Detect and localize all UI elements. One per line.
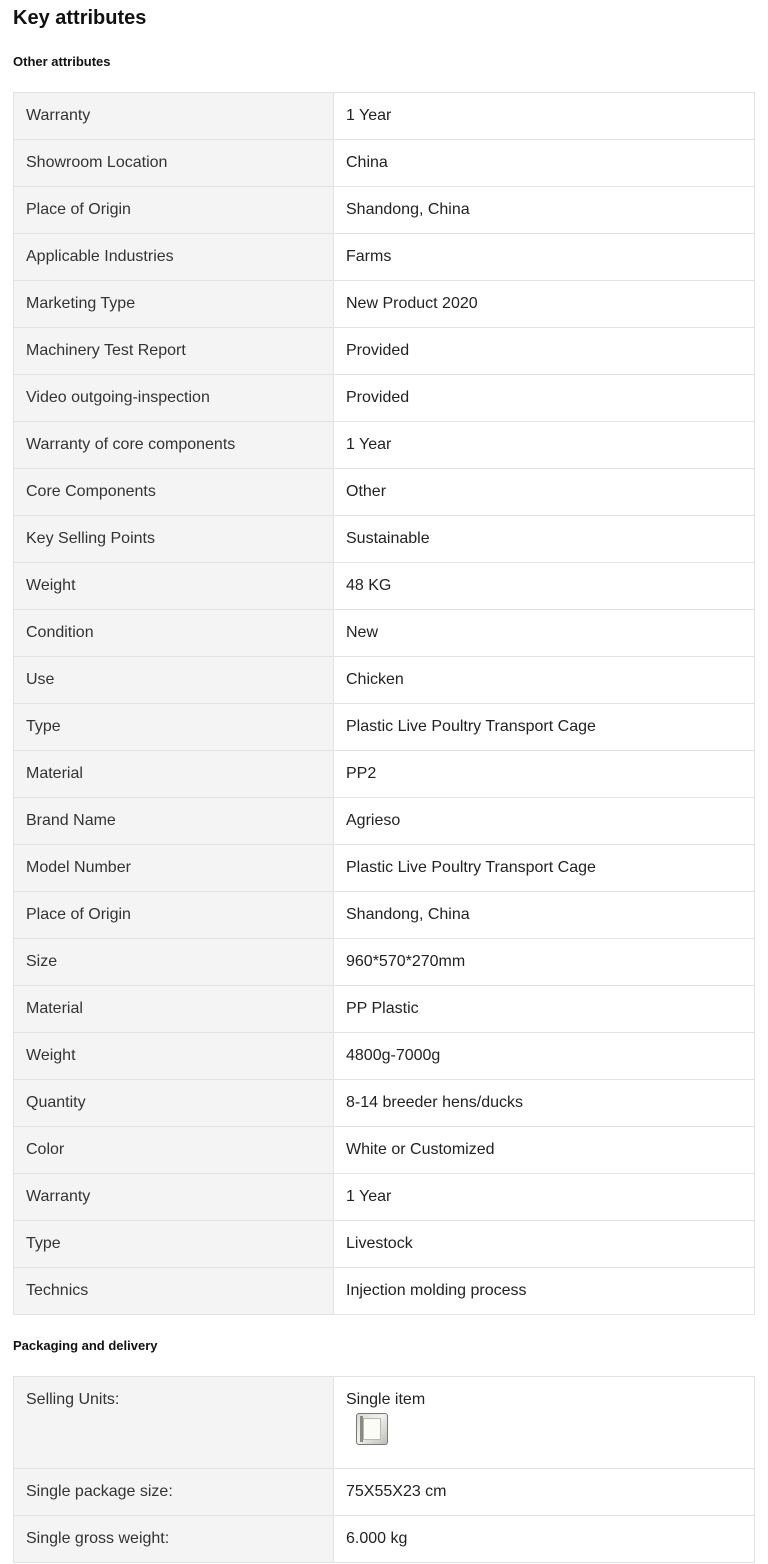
attribute-value: Provided (334, 328, 755, 375)
table-row (14, 281, 755, 328)
table-row (14, 1033, 755, 1080)
packaging-table (13, 1376, 755, 1563)
section-title-other-attributes: Other attributes (13, 54, 111, 69)
attribute-value: 960*570*270mm (334, 939, 755, 986)
attribute-key: Applicable Industries (14, 234, 334, 281)
attribute-key: Selling Units: (14, 1377, 334, 1469)
attribute-value: China (334, 140, 755, 187)
attribute-value: New (334, 610, 755, 657)
attribute-key: Weight (14, 1033, 334, 1080)
table-row (14, 798, 755, 845)
attribute-key: Weight (14, 563, 334, 610)
attribute-value: Plastic Live Poultry Transport Cage (334, 704, 755, 751)
attribute-key: Brand Name (14, 798, 334, 845)
attribute-value: Farms (334, 234, 755, 281)
attribute-key: Single package size: (14, 1469, 334, 1516)
table-row (14, 939, 755, 986)
attribute-value: 8-14 breeder hens/ducks (334, 1080, 755, 1127)
page-title: Key attributes (13, 7, 147, 29)
table-row (14, 563, 755, 610)
attribute-key: Type (14, 704, 334, 751)
attribute-value: Shandong, China (334, 892, 755, 939)
attribute-value: White or Customized (334, 1127, 755, 1174)
table-row (14, 422, 755, 469)
table-row (14, 140, 755, 187)
attribute-value: Plastic Live Poultry Transport Cage (334, 845, 755, 892)
table-row (14, 328, 755, 375)
table-row (14, 1268, 755, 1315)
product-thumbnail-icon[interactable] (356, 1413, 388, 1445)
attribute-value: Agrieso (334, 798, 755, 845)
attribute-value: 6.000 kg (334, 1516, 755, 1563)
attribute-value: PP Plastic (334, 986, 755, 1033)
attribute-value: 75X55X23 cm (334, 1469, 755, 1516)
table-row (14, 986, 755, 1033)
attribute-value: Shandong, China (334, 187, 755, 234)
attribute-value: 1 Year (334, 1174, 755, 1221)
table-row (14, 1516, 755, 1563)
attribute-key: Warranty (14, 93, 334, 140)
table-row (14, 1080, 755, 1127)
table-row (14, 93, 755, 140)
attribute-value: Provided (334, 375, 755, 422)
packaging-body (14, 1377, 755, 1563)
attribute-key: Place of Origin (14, 892, 334, 939)
attribute-key: Showroom Location (14, 140, 334, 187)
attribute-key: Place of Origin (14, 187, 334, 234)
attribute-key: Single gross weight: (14, 1516, 334, 1563)
attribute-value-cell (334, 1377, 755, 1469)
table-row (14, 1127, 755, 1174)
attribute-key: Model Number (14, 845, 334, 892)
table-row (14, 1469, 755, 1516)
table-row (14, 234, 755, 281)
attribute-value: Chicken (334, 657, 755, 704)
attribute-key: Condition (14, 610, 334, 657)
attribute-value: Livestock (334, 1221, 755, 1268)
attribute-key: Color (14, 1127, 334, 1174)
table-row (14, 375, 755, 422)
table-row (14, 1377, 755, 1469)
table-row (14, 845, 755, 892)
attribute-key: Key Selling Points (14, 516, 334, 563)
attribute-value: Single item (346, 1391, 426, 1408)
table-row (14, 1174, 755, 1221)
table-row (14, 469, 755, 516)
attribute-key: Use (14, 657, 334, 704)
attribute-key: Type (14, 1221, 334, 1268)
attribute-key: Material (14, 986, 334, 1033)
attribute-key: Marketing Type (14, 281, 334, 328)
other-attributes-table (13, 92, 755, 1315)
attribute-key: Machinery Test Report (14, 328, 334, 375)
attribute-key: Warranty of core components (14, 422, 334, 469)
attribute-key: Warranty (14, 1174, 334, 1221)
table-row (14, 751, 755, 798)
table-row (14, 892, 755, 939)
table-row (14, 187, 755, 234)
attribute-value: 1 Year (334, 422, 755, 469)
attribute-value: 48 KG (334, 563, 755, 610)
section-title-packaging: Packaging and delivery (13, 1338, 158, 1353)
table-row (14, 704, 755, 751)
table-row (14, 1221, 755, 1268)
attribute-value: Other (334, 469, 755, 516)
other-attributes-body (14, 93, 755, 1315)
attribute-value: PP2 (334, 751, 755, 798)
attribute-key: Core Components (14, 469, 334, 516)
attribute-value: 4800g-7000g (334, 1033, 755, 1080)
attribute-key: Material (14, 751, 334, 798)
attribute-value: 1 Year (334, 93, 755, 140)
attribute-key: Technics (14, 1268, 334, 1315)
attribute-value: Injection molding process (334, 1268, 755, 1315)
table-row (14, 657, 755, 704)
table-row (14, 516, 755, 563)
attribute-value: New Product 2020 (334, 281, 755, 328)
attribute-key: Size (14, 939, 334, 986)
attribute-value: Sustainable (334, 516, 755, 563)
attribute-key: Video outgoing-inspection (14, 375, 334, 422)
attribute-key: Quantity (14, 1080, 334, 1127)
table-row (14, 610, 755, 657)
